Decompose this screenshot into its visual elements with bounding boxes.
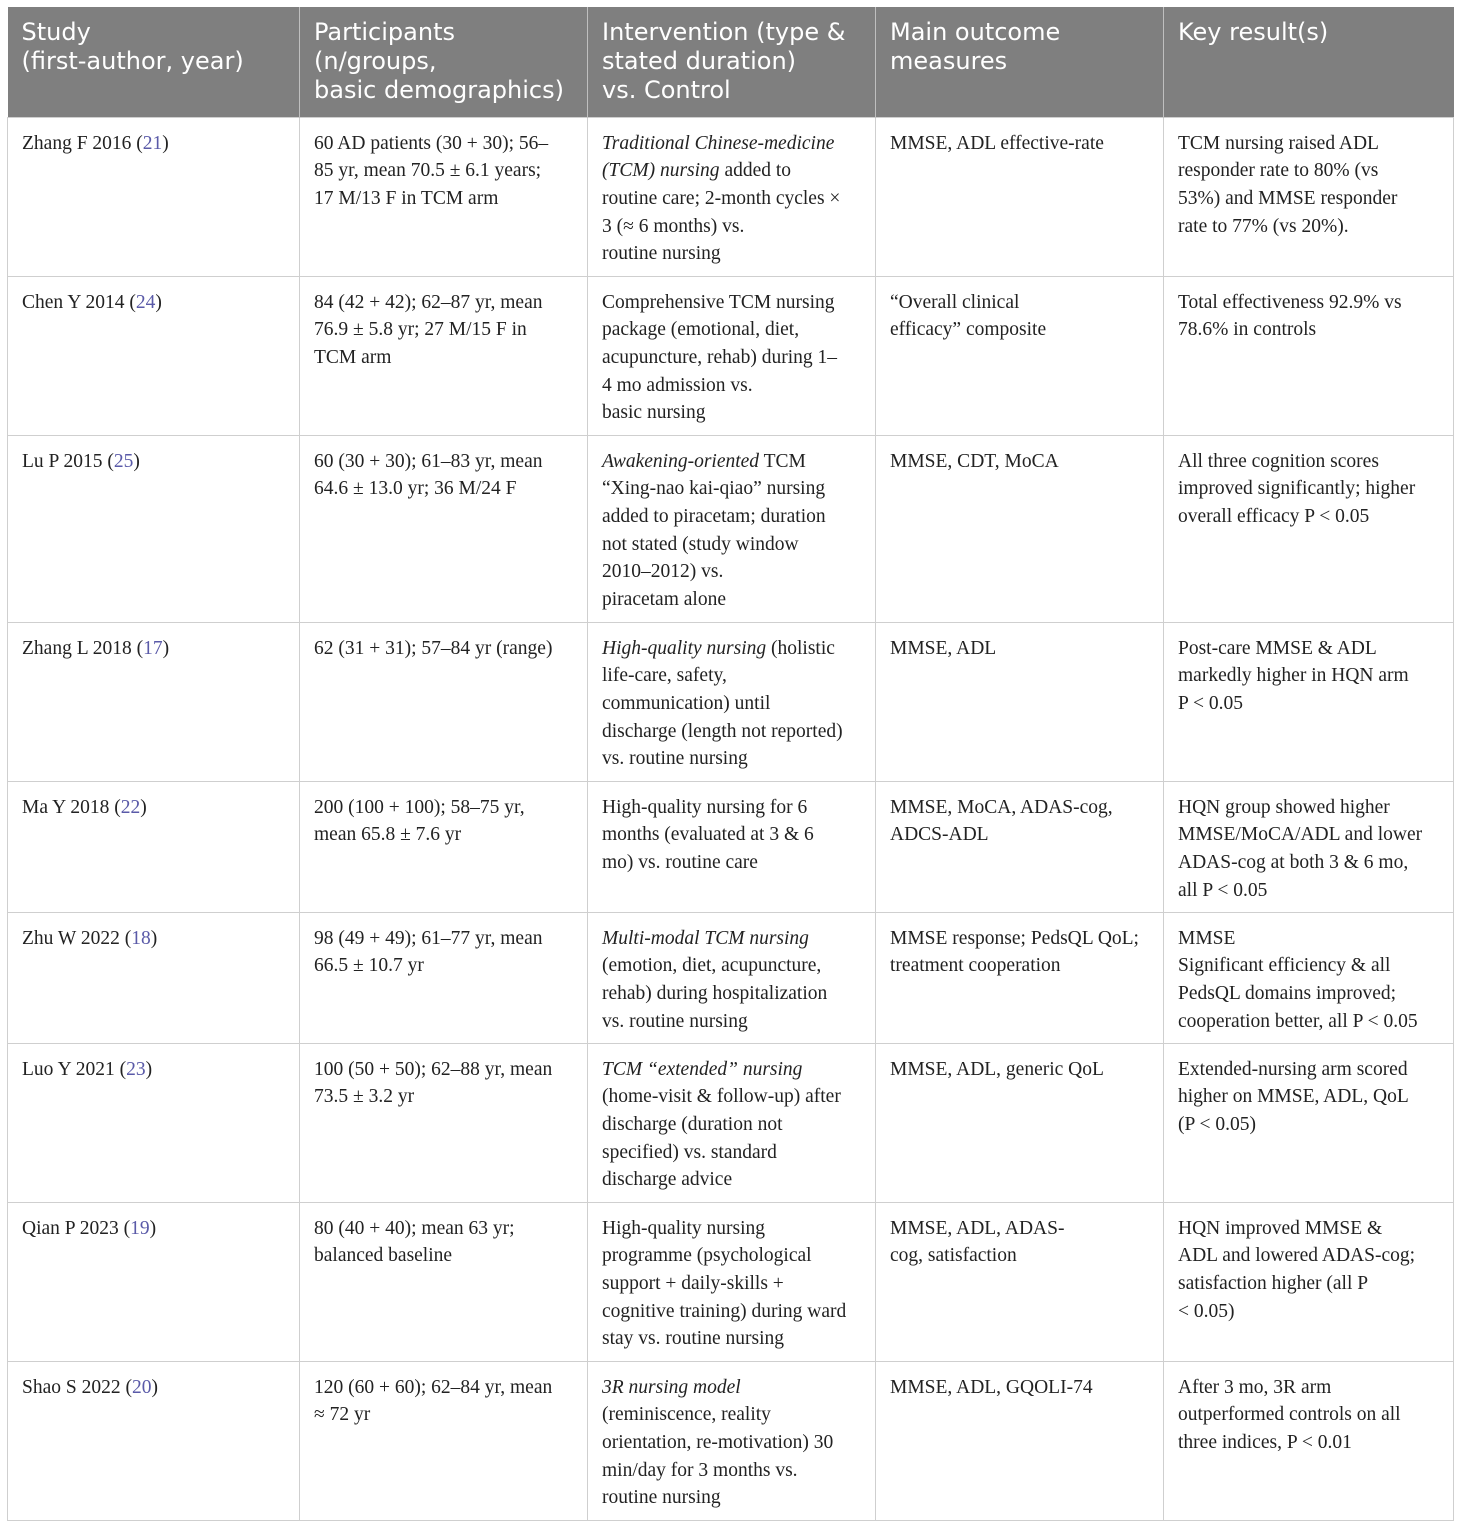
text-segment: discharge (length not reported) [602,720,843,742]
text-segment: basic nursing [602,402,706,424]
cell-outcomes [876,1361,1164,1520]
cell-outcomes-lines [890,635,1151,663]
cell-line: satisfaction higher (all P [1178,1272,1369,1294]
text-segment: routine nursing [602,1487,721,1509]
cell-line [602,1429,863,1457]
cell-line [602,1242,863,1270]
cell-line [602,289,863,317]
studies-table [7,7,1454,1521]
study-name: Chen Y 2014 ( [22,291,136,313]
cell-line [602,558,863,586]
cell-outcomes-lines [890,1056,1151,1084]
reference-link[interactable]: 18 [131,927,151,949]
cell-study [8,276,300,435]
cell-outcomes [876,435,1164,622]
text-segment: vs. routine nursing [602,1010,748,1032]
cell-participants-lines [314,130,575,213]
text-segment: programme (psychological [602,1245,812,1267]
cell-intervention-lines [602,130,863,269]
header-row [8,7,1454,117]
cell-participants [300,622,588,781]
cell-line: MMSE, ADL [890,637,997,659]
study-paren: ) [162,637,170,659]
study-paren: ) [145,1058,153,1080]
table-body [8,117,1454,1520]
cell-line: 120 (60 + 60); 62–84 yr, mean [314,1376,553,1398]
cell-intervention [588,1043,876,1202]
cell-line [602,980,863,1008]
text-segment: added to piracetam; duration [602,505,826,527]
cell-outcomes-lines [890,448,1151,476]
cell-line [602,718,863,746]
cell-line [602,1111,863,1139]
cell-line: After 3 mo, 3R arm [1178,1376,1332,1398]
study-name: Lu P 2015 ( [22,450,114,472]
cell-intervention [588,622,876,781]
table-row [8,912,1454,1043]
cell-intervention [588,1361,876,1520]
italic-term: 3R nursing model [602,1376,741,1398]
study-name: Zhu W 2022 ( [22,927,132,949]
reference-link[interactable]: 24 [135,291,156,313]
reference-link[interactable]: 21 [142,132,163,154]
cell-outcomes [876,912,1164,1043]
cell-participants [300,1361,588,1520]
cell-outcomes [876,117,1164,276]
table-row [8,435,1454,622]
cell-line [602,1215,863,1243]
cell-line: 73.5 ± 3.2 yr [314,1086,415,1108]
cell-results-lines [1178,1056,1441,1139]
cell-line: Extended-nursing arm scored [1178,1058,1408,1080]
cell-outcomes-lines [890,289,1151,344]
cell-line: cog, satisfaction [890,1245,1017,1267]
table-row [8,622,1454,781]
cell-participants-lines [314,448,575,503]
cell-line [602,372,863,400]
cell-line [602,821,863,849]
cell-line [602,531,863,559]
text-segment: discharge advice [602,1169,733,1191]
cell-intervention-lines [602,794,863,877]
cell-study [8,622,300,781]
text-segment: vs. routine nursing [602,748,748,770]
cell-results-lines [1178,635,1441,718]
text-segment: routine care; 2-month cycles × [602,187,841,209]
cell-results-lines [1178,1374,1441,1457]
cell-results-lines [1178,289,1441,344]
cell-participants-lines [314,925,575,980]
cell-line [602,794,863,822]
cell-line: 66.5 ± 10.7 yr [314,955,424,977]
text-segment: cognitive training) during ward [602,1300,847,1322]
cell-line: All three cognition scores [1178,450,1379,472]
cell-line: cooperation better, all P < 0.05 [1178,1010,1418,1032]
table-header [8,7,1454,117]
header-outcomes: Main outcome measures [876,7,1164,117]
cell-outcomes-lines [890,1374,1151,1402]
cell-line [602,503,863,531]
cell-line [602,344,863,372]
text-segment: support + daily-skills + [602,1272,784,1294]
cell-line [602,1325,863,1353]
text-segment: discharge (duration not [602,1113,783,1135]
reference-link[interactable]: 25 [113,450,134,472]
table-row [8,1043,1454,1202]
cell-line: MMSE, ADL effective-rate [890,132,1104,154]
cell-intervention-lines [602,635,863,774]
cell-line [602,952,863,980]
cell-line: all P < 0.05 [1178,879,1268,901]
cell-line [602,690,863,718]
text-segment: (emotion, diet, acupuncture, [602,955,822,977]
cell-results-lines [1178,130,1441,241]
cell-results [1164,117,1454,276]
cell-line: 84 (42 + 42); 62–87 yr, mean [314,291,543,313]
cell-line [602,849,863,877]
reference-link[interactable]: 17 [143,637,163,659]
cell-line: 85 yr, mean 70.5 ± 6.1 years; [314,160,542,182]
cell-intervention-lines [602,1056,863,1195]
cell-line: outperformed controls on all [1178,1404,1401,1426]
cell-outcomes [876,276,1164,435]
cell-line: ≈ 72 yr [314,1404,371,1426]
cell-line: PedsQL domains improved; [1178,982,1397,1004]
cell-results-lines [1178,448,1441,531]
cell-outcomes [876,781,1164,912]
cell-results-lines [1178,1215,1441,1326]
study-paren: ) [151,1376,158,1398]
cell-line: overall efficacy P < 0.05 [1178,505,1370,527]
cell-participants [300,117,588,276]
text-segment: “Xing-nao kai-qiao” nursing [602,478,826,500]
study-name: Zhang F 2016 ( [22,132,143,154]
cell-line: MMSE [1178,927,1236,949]
cell-line: 100 (50 + 50); 62–88 yr, mean [314,1058,553,1080]
text-segment: not stated (study window [602,533,799,555]
study-paren: ) [150,927,158,949]
italic-term: Traditional Chinese-medicine [602,132,835,154]
cell-line: Post-care MMSE & ADL [1178,637,1377,659]
cell-line: MMSE, ADL, generic QoL [890,1058,1104,1080]
cell-results [1164,781,1454,912]
cell-line [602,185,863,213]
study-name: Qian P 2023 ( [22,1217,131,1239]
cell-line: 64.6 ± 13.0 yr; 36 M/24 F [314,478,517,500]
cell-line [602,1056,863,1084]
text-segment: 3 (≈ 6 months) vs. [602,215,745,237]
cell-outcomes-lines [890,794,1151,849]
cell-study [8,1361,300,1520]
text-segment: specified) vs. standard [602,1141,777,1163]
cell-line: TCM nursing raised ADL [1178,132,1379,154]
study-paren: ) [155,291,162,313]
cell-participants [300,1043,588,1202]
study-name: Shao S 2022 ( [22,1376,132,1398]
header-participants: Participants (n/groups, basic demographics) [300,7,588,117]
cell-line [602,1401,863,1429]
cell-line: treatment cooperation [890,955,1061,977]
reference-link[interactable]: 23 [126,1058,146,1080]
cell-line: responder rate to 80% (vs [1178,160,1379,182]
text-segment: (reminiscence, reality [602,1404,771,1426]
table-row [8,781,1454,912]
cell-participants-lines [314,635,575,663]
text-segment: routine nursing [602,243,721,265]
cell-line: Significant efficiency & all [1178,955,1391,977]
cell-line [602,157,863,185]
cell-participants-lines [314,1056,575,1111]
cell-participants-lines [314,794,575,849]
cell-participants [300,435,588,622]
cell-line: MMSE, ADL, GQOLI-74 [890,1376,1093,1398]
cell-line: HQN group showed higher [1178,796,1390,818]
cell-outcomes-lines [890,1215,1151,1270]
study-paren: ) [133,450,140,472]
cell-line: 80 (40 + 40); mean 63 yr; [314,1217,515,1239]
cell-study [8,912,300,1043]
text-segment: High-quality nursing [602,1217,766,1239]
italic-term: Awakening-oriented [602,450,760,472]
header-intervention: Intervention (type & stated duration) vs. Control [588,7,876,117]
cell-line [602,240,863,268]
cell-line: TCM arm [314,346,392,368]
text-segment: communication) until [602,692,771,714]
header-study: Study (first-author, year) [8,7,300,117]
cell-results [1164,435,1454,622]
reference-link[interactable]: 22 [120,796,141,818]
cell-line: markedly higher in HQN arm [1178,665,1409,687]
cell-participants [300,1202,588,1361]
cell-line: MMSE/MoCA/ADL and lower [1178,824,1423,846]
cell-line [602,1374,863,1402]
italic-term: TCM “extended” nursing [602,1058,803,1080]
cell-intervention [588,276,876,435]
cell-line: “Overall clinical [890,291,1020,313]
study-name: Ma Y 2018 ( [22,796,121,818]
cell-line: 76.9 ± 5.8 yr; 27 M/15 F in [314,319,527,341]
cell-line: < 0.05) [1178,1300,1235,1322]
cell-results [1164,1202,1454,1361]
cell-results [1164,1361,1454,1520]
cell-line: balanced baseline [314,1245,453,1267]
cell-intervention [588,912,876,1043]
cell-line: rate to 77% (vs 20%). [1178,215,1349,237]
text-segment: (home-visit & follow-up) after [602,1086,841,1108]
reference-link[interactable]: 20 [131,1376,152,1398]
cell-line: MMSE, MoCA, ADAS-cog, [890,796,1113,818]
cell-outcomes [876,1043,1164,1202]
table-row [8,276,1454,435]
text-segment: 4 mo admission vs. [602,374,753,396]
study-paren: ) [149,1217,157,1239]
text-segment: 2010–2012) vs. [602,561,724,583]
cell-line [602,635,863,663]
text-segment: Comprehensive TCM nursing [602,291,835,313]
cell-line: 60 AD patients (30 + 30); 56– [314,132,549,154]
cell-line [602,475,863,503]
cell-intervention-lines [602,448,863,614]
cell-study [8,117,300,276]
cell-intervention-lines [602,1215,863,1354]
study-name: Zhang L 2018 ( [22,637,144,659]
cell-study [8,1043,300,1202]
cell-line: 62 (31 + 31); 57–84 yr (range) [314,637,553,659]
cell-line: ADCS-ADL [890,824,989,846]
italic-term: High-quality nursing [602,637,767,659]
cell-line: 98 (49 + 49); 61–77 yr, mean [314,927,543,949]
cell-intervention-lines [602,1374,863,1513]
cell-results [1164,1043,1454,1202]
cell-line [602,1457,863,1485]
cell-intervention-lines [602,925,863,1036]
cell-line [602,1484,863,1512]
cell-line: 78.6% in controls [1178,319,1317,341]
cell-results [1164,276,1454,435]
text-segment: months (evaluated at 3 & 6 [602,824,814,846]
italic-term: (TCM) nursing [602,160,720,182]
cell-line: 53%) and MMSE responder [1178,187,1398,209]
reference-link[interactable]: 19 [130,1217,150,1239]
cell-results-lines [1178,925,1441,1036]
cell-line: efficacy” composite [890,319,1047,341]
cell-intervention-lines [602,289,863,428]
cell-line: HQN improved MMSE & [1178,1217,1383,1239]
italic-term: Multi-modal TCM nursing [602,927,809,949]
cell-participants [300,276,588,435]
cell-line: P < 0.05 [1178,692,1243,714]
cell-line [602,925,863,953]
cell-intervention [588,117,876,276]
cell-intervention [588,435,876,622]
table-row [8,1361,1454,1520]
cell-study [8,781,300,912]
cell-intervention [588,1202,876,1361]
cell-study [8,1202,300,1361]
cell-line [602,316,863,344]
cell-line: 17 M/13 F in TCM arm [314,187,499,209]
cell-line: MMSE, CDT, MoCA [890,450,1059,472]
study-name: Luo Y 2021 ( [22,1058,127,1080]
text-segment: High-quality nursing for 6 [602,796,808,818]
cell-line: mean 65.8 ± 7.6 yr [314,824,462,846]
study-paren: ) [140,796,147,818]
cell-line: MMSE, ADL, ADAS- [890,1217,1065,1239]
text-segment: TCM [759,450,806,472]
cell-participants [300,912,588,1043]
cell-line [602,1270,863,1298]
cell-line: 60 (30 + 30); 61–83 yr, mean [314,450,543,472]
cell-line [602,745,863,773]
cell-line: improved significantly; higher [1178,478,1416,500]
text-segment: acupuncture, rehab) during 1– [602,346,837,368]
cell-line: 200 (100 + 100); 58–75 yr, [314,796,525,818]
cell-line [602,1008,863,1036]
table-row [8,117,1454,276]
cell-outcomes-lines [890,925,1151,980]
cell-participants-lines [314,1215,575,1270]
cell-participants [300,781,588,912]
cell-results-lines [1178,794,1441,905]
cell-participants-lines [314,289,575,372]
cell-line [602,1083,863,1111]
cell-intervention [588,781,876,912]
cell-line [602,213,863,241]
text-segment: mo) vs. routine care [602,851,758,873]
header-results: Key result(s) [1164,7,1454,117]
text-segment: (holistic [766,637,835,659]
cell-outcomes-lines [890,130,1151,158]
cell-results [1164,622,1454,781]
text-segment: orientation, re-motivation) 30 [602,1431,834,1453]
text-segment: piracetam alone [602,589,726,611]
table-row [8,1202,1454,1361]
cell-line [602,399,863,427]
text-segment: package (emotional, diet, [602,319,800,341]
cell-outcomes [876,622,1164,781]
cell-line [602,1166,863,1194]
text-segment: rehab) during hospitalization [602,982,828,1004]
cell-line [602,1139,863,1167]
cell-outcomes [876,1202,1164,1361]
cell-results [1164,912,1454,1043]
cell-line [602,130,863,158]
study-paren: ) [162,132,169,154]
cell-line: ADAS-cog at both 3 & 6 mo, [1178,851,1409,873]
cell-line: three indices, P < 0.01 [1178,1431,1352,1453]
cell-line [602,586,863,614]
cell-line: higher on MMSE, ADL, QoL [1178,1086,1409,1108]
cell-line: ADL and lowered ADAS-cog; [1178,1245,1416,1267]
text-segment: min/day for 3 months vs. [602,1459,798,1481]
text-segment: stay vs. routine nursing [602,1328,784,1350]
cell-line [602,448,863,476]
cell-line [602,662,863,690]
cell-line: MMSE response; PedsQL QoL; [890,927,1139,949]
cell-study [8,435,300,622]
cell-line [602,1298,863,1326]
cell-line: (P < 0.05) [1178,1113,1256,1135]
text-segment: life-care, safety, [602,665,727,687]
cell-line: Total effectiveness 92.9% vs [1178,291,1402,313]
cell-participants-lines [314,1374,575,1429]
text-segment: added to [719,160,792,182]
